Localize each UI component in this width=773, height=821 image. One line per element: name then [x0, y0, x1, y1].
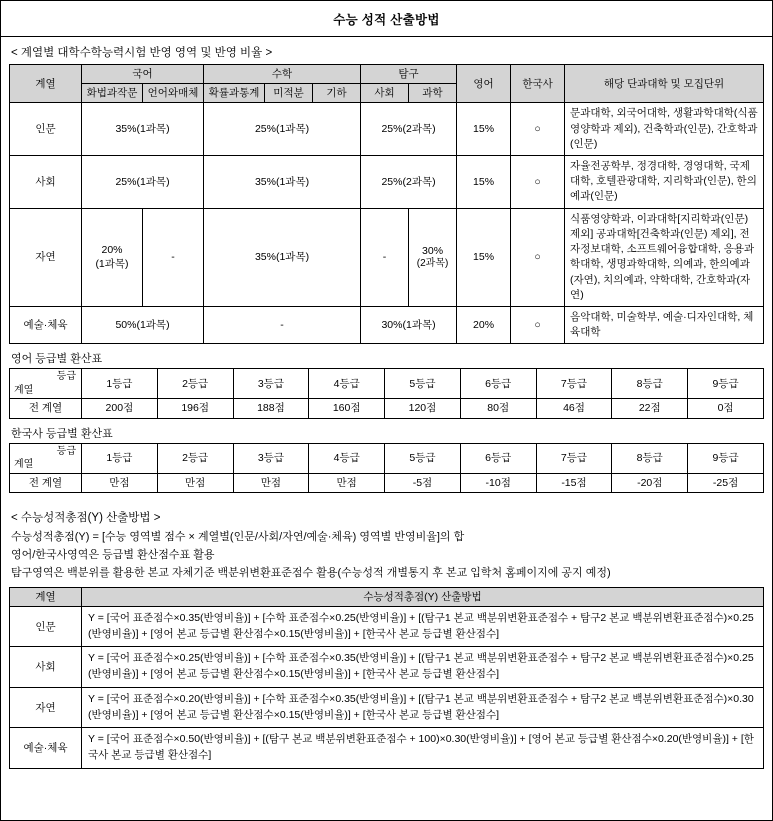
- calc-line-1: 수능성적총점(Y) = [수능 영역별 점수 × 계열별(인문/사회/자연/예술·체육) 영역별 반영비율]의 합: [11, 530, 465, 543]
- inquiry-science-percent: 30%: [422, 244, 444, 257]
- row-series-natural: 자연: [10, 208, 82, 306]
- history-grade-1: 1등급: [82, 443, 158, 473]
- history-grade-7: 7등급: [536, 443, 612, 473]
- english-score-6: 80점: [460, 399, 536, 418]
- english-grade-head: [10, 369, 764, 399]
- cell-english-humanities: 15%: [457, 103, 511, 156]
- history-score-3: 만점: [233, 473, 309, 492]
- ratio-header-row-1: [10, 65, 764, 84]
- header-inquiry-sub-1: 사회: [361, 84, 409, 103]
- history-grade-4: 4등급: [309, 443, 385, 473]
- cell-korean-hwabeop-natural: 20%(1과목): [82, 208, 143, 306]
- formula-series-social: 사회: [10, 647, 82, 688]
- header-korean: 국어: [82, 65, 204, 84]
- spacer: [9, 493, 764, 503]
- label-history-grade-table: 한국사 등급별 환산표: [11, 427, 113, 440]
- header-math: 수학: [204, 65, 361, 84]
- history-score-5: -5점: [385, 473, 461, 492]
- row-series-arts-sports: 예술·체육: [10, 306, 82, 343]
- english-grade-6: 6등급: [460, 369, 536, 399]
- cell-colleges-social: 자율전공학부, 정경대학, 경영대학, 국제대학, 호텔관광대학, 지리학과(인문), 한의예과(인문): [565, 156, 764, 209]
- history-grade-header-row: [10, 443, 764, 473]
- english-grade-8: 8등급: [612, 369, 688, 399]
- cell-math-arts: -: [204, 306, 361, 343]
- cell-colleges-humanities: 문과대학, 외국어대학, 생활과학대학(식품영양학과 제외), 건축학과(인문), 간호학과(인문): [565, 103, 764, 156]
- ratio-table-head: [10, 65, 764, 103]
- history-score-8: -20점: [612, 473, 688, 492]
- cell-colleges-natural: 식품영양학과, 이과대학[지리학과(인문) 제외] 공과대학[건축학과(인문) 제외], 전자정보대학, 소프트웨어융합대학, 응용과학대학, 생명과학대학, 의예과, 한의예과(자연), 치의예과, 약학대학, 간호학과(자연): [565, 208, 764, 306]
- english-grade-5: 5등급: [385, 369, 461, 399]
- calc-section-heading: < 수능성적총점(Y) 산출방법 >: [11, 511, 161, 524]
- cell-korean-humanities: 35%(1과목): [82, 103, 204, 156]
- header-korean-sub-1: 화법과작문: [82, 84, 143, 103]
- header-history: 한국사: [511, 65, 565, 103]
- table-row: [10, 473, 764, 492]
- formula-series-natural: 자연: [10, 687, 82, 728]
- formula-series-arts-sports: 예술·체육: [10, 728, 82, 769]
- corner-label-series: 계열: [14, 459, 34, 471]
- cell-inquiry-social-natural: -: [361, 208, 409, 306]
- english-grade-2: 2등급: [157, 369, 233, 399]
- english-grade-body: [10, 399, 764, 418]
- formula-header-method: 수능성적총점(Y) 산출방법: [82, 587, 764, 606]
- cell-inquiry-arts: 30%(1과목): [361, 306, 457, 343]
- document-body: [1, 37, 772, 769]
- english-grade-4: 4등급: [309, 369, 385, 399]
- cell-colleges-arts: 음악대학, 미술학부, 예술·디자인대학, 체육대학: [565, 306, 764, 343]
- formula-text-social: Y = [국어 표준점수×0.25(반영비율)] + [수학 표준점수×0.35(반영비율)] + [(탐구1 본교 백분위변환표준점수 + 탐구2 본교 백분위변환표준점수)×0.25(반영비율)] + [영어 본교 등급별 환산점수×0.15(반영비율)] + [한국사 본교 등급별 환산점수]: [82, 647, 764, 688]
- formula-text-humanities: Y = [국어 표준점수×0.35(반영비율)] + [수학 표준점수×0.25(반영비율)] + [(탐구1 본교 백분위변환표준점수 + 탐구2 본교 백분위변환표준점수)×0.25(반영비율)] + [영어 본교 등급별 환산점수×0.15(반영비율)] + [한국사 본교 등급별 환산점수]: [82, 606, 764, 647]
- history-score-9: -25점: [688, 473, 764, 492]
- history-score-2: 만점: [157, 473, 233, 492]
- table-row: [10, 306, 764, 343]
- english-score-1: 200점: [82, 399, 158, 418]
- score-formula-table: [9, 587, 764, 769]
- cell-korean-social: 25%(1과목): [82, 156, 204, 209]
- cell-math-humanities: 25%(1과목): [204, 103, 361, 156]
- corner-label-grade: 등급: [56, 445, 76, 457]
- formula-header-row: [10, 587, 764, 606]
- cell-history-humanities: ○: [511, 103, 565, 156]
- cell-inquiry-science-natural: [409, 208, 457, 306]
- formula-header-series: 계열: [10, 587, 82, 606]
- calc-line-2: 영어/한국사영역은 등급별 환산점수표 활용: [11, 548, 215, 561]
- table-row: [10, 687, 764, 728]
- header-math-sub-2: 미적분: [265, 84, 313, 103]
- english-grade-1: 1등급: [82, 369, 158, 399]
- table-row: [10, 156, 764, 209]
- cell-english-natural: 15%: [457, 208, 511, 306]
- header-inquiry-sub-2: 과학: [409, 84, 457, 103]
- english-score-4: 160점: [309, 399, 385, 418]
- corner-header-english: [10, 369, 82, 399]
- english-score-3: 188점: [233, 399, 309, 418]
- table-row: [10, 606, 764, 647]
- cell-math-natural: 35%(1과목): [204, 208, 361, 306]
- history-row-label: 전 계열: [10, 473, 82, 492]
- reflection-ratio-table: [9, 64, 764, 344]
- header-english: 영어: [457, 65, 511, 103]
- header-inquiry: 탐구: [361, 65, 457, 84]
- english-score-2: 196점: [157, 399, 233, 418]
- inquiry-science-count: (2과목): [416, 257, 449, 269]
- history-score-4: 만점: [309, 473, 385, 492]
- calc-line-3: 탐구영역은 백분위를 활용한 본교 자체기준 백분위변환표준점수 활용(수능성적 개별통지 후 본교 입학처 홈페이지에 공지 예정): [11, 566, 611, 579]
- english-row-label: 전 계열: [10, 399, 82, 418]
- cell-korean-eoneo-natural: -: [143, 208, 204, 306]
- history-grade-6: 6등급: [460, 443, 536, 473]
- history-grade-9: 9등급: [688, 443, 764, 473]
- row-series-humanities: 인문: [10, 103, 82, 156]
- table-row: [10, 208, 764, 306]
- corner-label-grade: 등급: [56, 371, 76, 383]
- table-row: [10, 103, 764, 156]
- formula-text-arts-sports: Y = [국어 표준점수×0.50(반영비율)] + [(탐구 본교 백분위변환표준점수 + 100)×0.30(반영비율)] + [영어 본교 등급별 환산점수×0.20(반영비율)] + [한국사 본교 등급별 환산점수]: [82, 728, 764, 769]
- history-grade-2: 2등급: [157, 443, 233, 473]
- english-score-9: 0점: [688, 399, 764, 418]
- english-grade-7: 7등급: [536, 369, 612, 399]
- history-grade-head: [10, 443, 764, 473]
- cell-english-social: 15%: [457, 156, 511, 209]
- ratio-table-body: [10, 103, 764, 344]
- label-english-grade-table: 영어 등급별 환산표: [11, 353, 103, 366]
- history-grade-body: [10, 473, 764, 492]
- corner-label-series: 계열: [14, 384, 34, 396]
- section-label-ratio: < 계열별 대학수학능력시험 반영 영역 및 반영 비율 >: [11, 47, 273, 59]
- table-row: [10, 728, 764, 769]
- english-grade-3: 3등급: [233, 369, 309, 399]
- cell-history-natural: ○: [511, 208, 565, 306]
- history-grade-conversion-table: [9, 443, 764, 493]
- formula-table-head: [10, 587, 764, 606]
- corner-header-history: [10, 443, 82, 473]
- history-grade-3: 3등급: [233, 443, 309, 473]
- formula-series-humanities: 인문: [10, 606, 82, 647]
- history-score-7: -15점: [536, 473, 612, 492]
- table-row: [10, 399, 764, 418]
- history-score-1: 만점: [82, 473, 158, 492]
- header-math-sub-3: 기하: [313, 84, 361, 103]
- history-grade-8: 8등급: [612, 443, 688, 473]
- english-grade-conversion-table: [9, 368, 764, 418]
- cell-inquiry-social: 25%(2과목): [361, 156, 457, 209]
- english-score-7: 46점: [536, 399, 612, 418]
- cell-inquiry-humanities: 25%(2과목): [361, 103, 457, 156]
- header-math-sub-1: 확률과통계: [204, 84, 265, 103]
- header-korean-sub-2: 언어와매체: [143, 84, 204, 103]
- page-title: 수능 성적 산출방법: [1, 1, 772, 37]
- history-grade-5: 5등급: [385, 443, 461, 473]
- row-series-social: 사회: [10, 156, 82, 209]
- cell-history-social: ○: [511, 156, 565, 209]
- header-series: 계열: [10, 65, 82, 103]
- formula-table-body: [10, 606, 764, 768]
- english-grade-9: 9등급: [688, 369, 764, 399]
- history-score-6: -10점: [460, 473, 536, 492]
- cell-history-arts: ○: [511, 306, 565, 343]
- english-score-5: 120점: [385, 399, 461, 418]
- english-score-8: 22점: [612, 399, 688, 418]
- cell-korean-arts: 50%(1과목): [82, 306, 204, 343]
- formula-text-natural: Y = [국어 표준점수×0.20(반영비율)] + [수학 표준점수×0.35(반영비율)] + [(탐구1 본교 백분위변환표준점수 + 탐구2 본교 백분위변환표준점수)×0.30(반영비율)] + [영어 본교 등급별 환산점수×0.15(반영비율)] + [한국사 본교 등급별 환산점수]: [82, 687, 764, 728]
- english-grade-header-row: [10, 369, 764, 399]
- cell-math-social: 35%(1과목): [204, 156, 361, 209]
- table-row: [10, 647, 764, 688]
- cell-english-arts: 20%: [457, 306, 511, 343]
- header-colleges: 해당 단과대학 및 모집단위: [565, 65, 764, 103]
